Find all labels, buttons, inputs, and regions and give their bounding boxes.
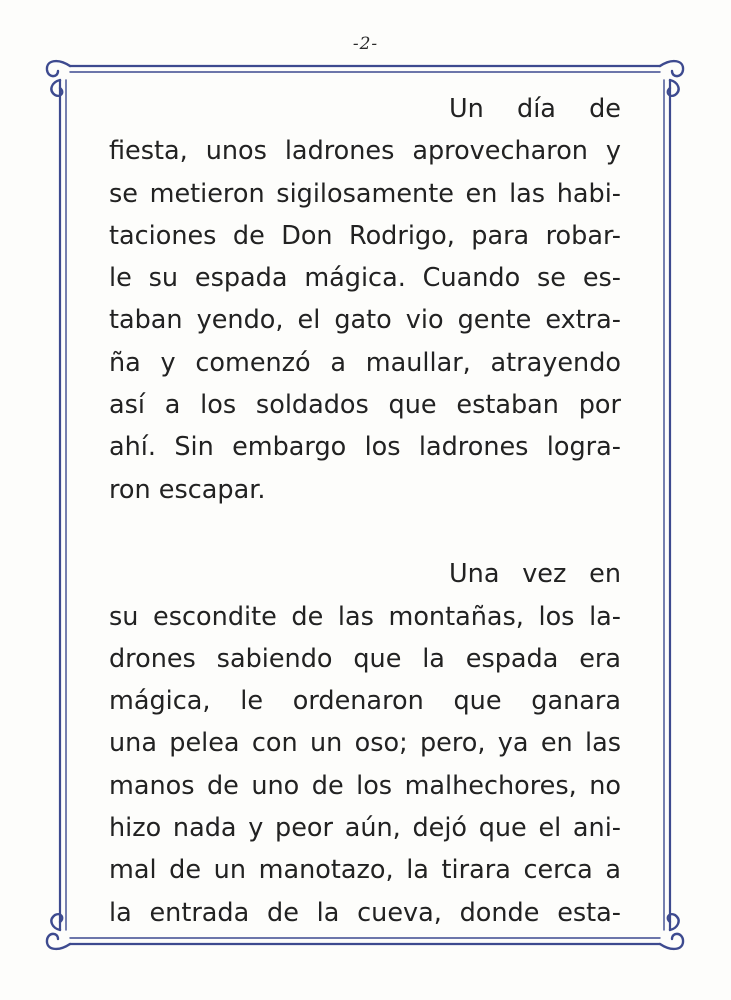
paragraph-spacer (109, 511, 621, 553)
paragraph-2 (109, 553, 621, 934)
text-line: taciones de Don Rodrigo, para robar- (109, 220, 621, 251)
text-line: su escondite de las montañas, los la- (109, 601, 621, 632)
text-line: una pelea con un oso; pero, ya en las (109, 728, 621, 759)
text-line: ron escapar. (109, 474, 266, 505)
text-line: mal de un manotazo, la tirara cerca a (109, 855, 621, 886)
text-line: fiesta, unos ladrones aprovecharon y (109, 136, 621, 167)
paragraph-1 (109, 88, 621, 511)
page-number: -2- (352, 34, 379, 54)
text-line: drones sabiendo que la espada era (109, 643, 621, 674)
text-line: ahí. Sin embargo los ladrones logra- (109, 432, 621, 463)
text-line: se metieron sigilosamente en las habi- (109, 178, 621, 209)
text-line: mágica, le ordenaron que ganara (109, 686, 621, 717)
text-line: taban yendo, el gato vio gente extra- (109, 305, 621, 336)
text-line: le su espada mágica. Cuando se es- (109, 263, 621, 294)
story-text (109, 88, 621, 934)
text-line: Una vez en (449, 559, 621, 590)
text-line: la entrada de la cueva, donde esta- (109, 897, 621, 928)
text-line: manos de uno de los malhechores, no (109, 770, 621, 801)
text-line: hizo nada y peor aún, dejó que el ani- (109, 813, 621, 844)
text-line: Un día de (449, 94, 621, 124)
text-line: así a los soldados que estaban por (109, 390, 621, 421)
text-line: ña y comenzó a maullar, atrayendo (109, 347, 621, 378)
